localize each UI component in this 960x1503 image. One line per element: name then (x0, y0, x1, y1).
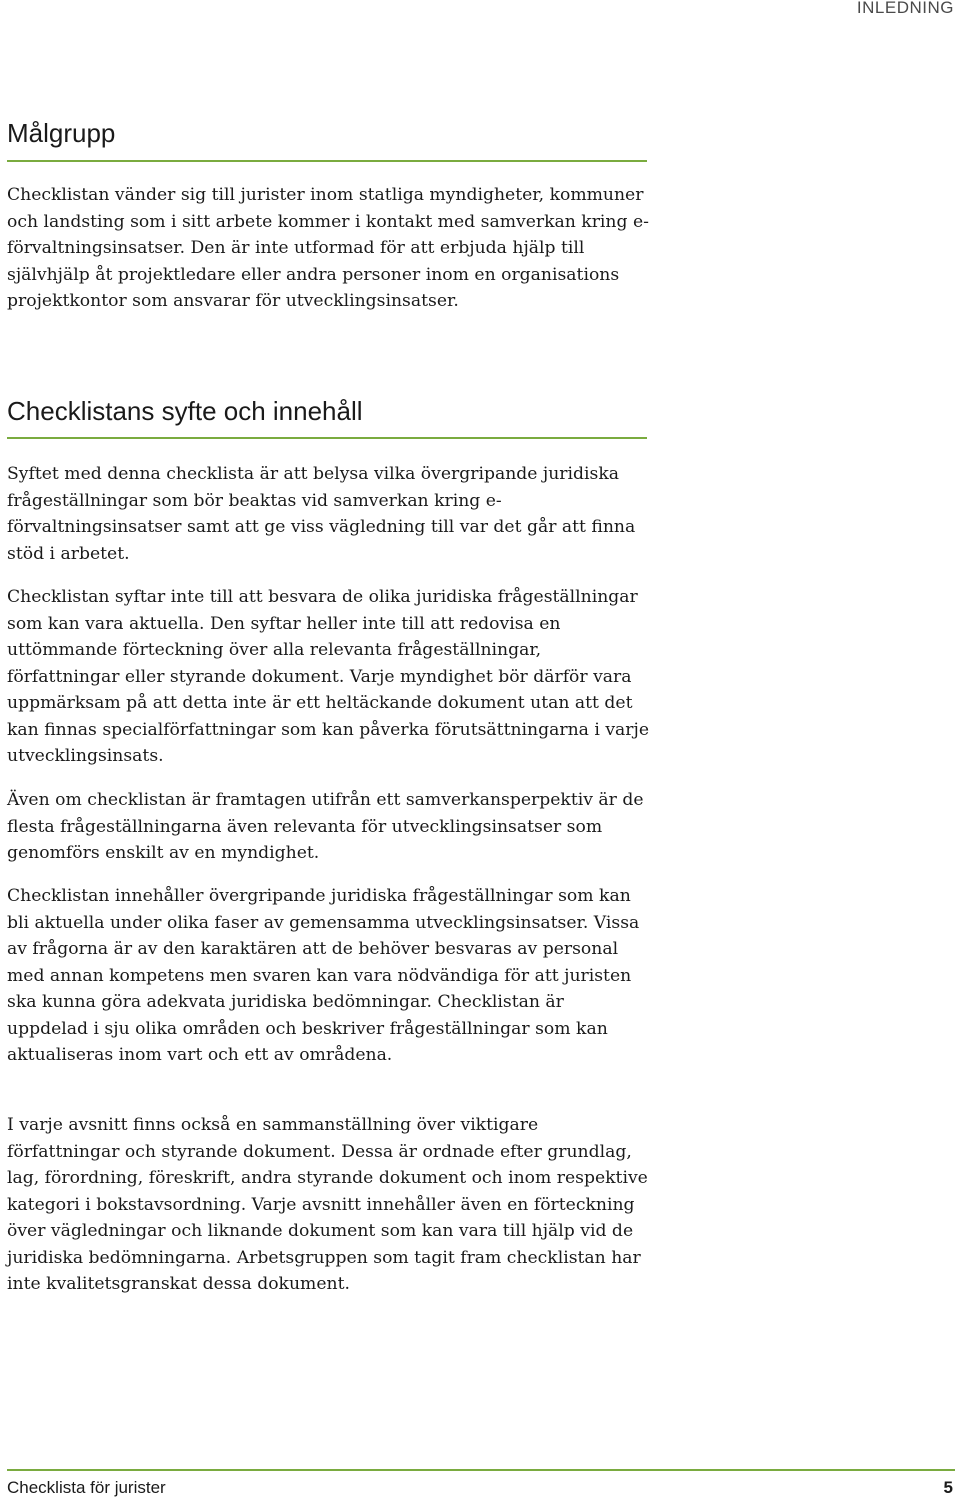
running-header: INLEDNING (856, 0, 954, 17)
section-heading-syfte: Checklistans syfte och innehåll (7, 396, 363, 426)
page-number: 5 (943, 1478, 953, 1497)
footer-document-title: Checklista för jurister (7, 1478, 166, 1497)
paragraph: Checklistan vänder sig till jurister inom statliga myndigheter, kommuner och landsting som i sitt arbete kommer i kontakt med samverkan kring e-förvaltningsinsatser. Den är inte utformad för att erbjuda hjälp till självhjälp åt projektledare eller andra personer inom en organisations projektkontor som ansvarar för utvecklingsinsatser. (7, 185, 649, 311)
section-heading-malgrupp: Målgrupp (7, 118, 116, 148)
heading-divider (7, 160, 647, 162)
paragraph: Checklistan syftar inte till att besvara de olika juridiska frågeställningar som kan vara aktuella. Den syftar heller inte till att redovisa en uttömmande förteckning över alla relevanta frågeställningar, författningar eller styrande dokument. Varje myndighet bör därför vara uppmärksam på att detta inte är ett heltäckande dokument utan att det kan finnas specialförfattningar som kan påverka förutsättningarna i varje utvecklingsinsats. (7, 587, 649, 766)
footer-divider (7, 1469, 955, 1471)
paragraph: Checklistan innehåller övergripande juridiska frågeställningar som kan bli aktuella under olika faser av gemensamma utvecklingsinsatser. Vissa av frågorna är av den karaktären att de behöver besvaras av personal med annan kompetens men svaren kan vara nödvändiga för att juristen ska kunna göra adekvata juridiska bedömningar. Checklistan är uppdelad i sju olika områden och beskriver frågeställningar som kan aktualiseras inom vart och ett av områdena. (7, 886, 640, 1065)
page-footer (0, 1469, 960, 1503)
heading-divider (7, 437, 647, 439)
paragraph: I varje avsnitt finns också en sammanställning över viktigare författningar och styrande dokument. Dessa är ordnade efter grundlag, lag, förordning, föreskrift, andra styrande dokument och inom respektive kategori i bokstavsordning. Varje avsnitt innehåller även en förteckning över vägledningar och liknande dokument som kan vara till hjälp vid de juridiska bedömningarna. Arbetsgruppen som tagit fram checklistan har inte kvalitetsgranskat dessa dokument. (7, 1115, 648, 1294)
paragraph: Syftet med denna checklista är att belysa vilka övergripande juridiska frågeställningar som bör beaktas vid samverkan kring e-förvaltningsinsatser samt att ge viss vägledning till var det går att finna stöd i arbetet. (7, 464, 636, 564)
paragraph: Även om checklistan är framtagen utifrån ett samverkansperpektiv är de flesta frågeställningarna även relevanta för utvecklingsinsatser som genomförs enskilt av en myndighet. (7, 790, 644, 863)
